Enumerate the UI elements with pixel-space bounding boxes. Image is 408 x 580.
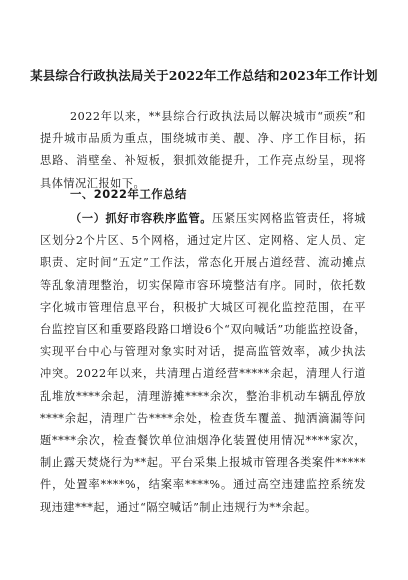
paragraph-lead-heading: （一）抓好市容秩序监管。 [70,212,213,225]
document-title: 某县综合行政执法局关于2022年工作总结和2023年工作计划 [30,68,378,83]
section-heading: 一、2022年工作总结 [70,187,187,201]
paragraph-body-text: 压紧压实网格监管责任，将城区划分2个片区、5个网格，通过定片区、定网格、定人员、定职责、定时间“五定”工作法，常态化开展占道经营、流动摊点等乱象清理整治，切实保障市容环境整洁有序。同时，依托数字化城市管理信息平台，积极扩大城区可视化监控范围，在平台监控盲区和重要路段路口增设6个“双向喊话”功能监控设备，实现平台中心与管理对象实时对话，提高监管效率，减少执法冲突。2022年以来，共清理占道经营*****余起，清理人行道乱堆放****余起，清理游摊****余次，整治非机动车辆乱停放****余起，清理广告****余处，检查货车覆盖、抛洒滴漏等问题****余次，检查餐饮单位油烟净化装置使用情况****家次，制止露天焚烧行为**起。平台采集上报城市管理各类案件*****件，处置率****%，结案率****%。通过高空违建监控系统发现违建***起，通过“隔空喊话”制止违规行为**余起。 [40,212,366,514]
paragraph-market-order [40,208,366,519]
intro-paragraph: 2022年以来，**县综合行政执法局以解决城市“顽疾”和提升城市品质为重点，围绕城市美、靓、净、序工作目标，拓思路、消壁垒、补短板，狠抓效能提升，工作亮点纷呈，现将具体情况汇报如下。 [40,110,366,190]
